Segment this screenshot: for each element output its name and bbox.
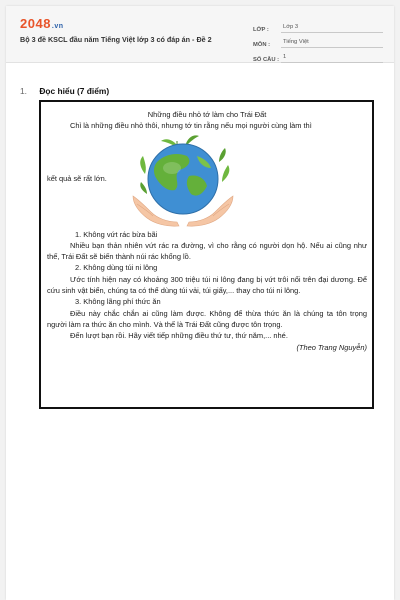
item-3-body: Điều này chắc chắn ai cũng làm được. Không để thừa thức ăn là chúng ta tôn trọng người làm ra thức ăn cho mình. Và thế là Trái Đất cũng được tôn trọng. [47, 308, 367, 329]
meta-row-subject [253, 33, 383, 48]
item-1-body: Nhiều bạn thản nhiên vứt rác ra đường, vì cho rằng có người dọn hộ. Nếu ai cũng như thế, Trái Đất sẽ biến thành núi rác khổng lồ. [47, 240, 367, 262]
item-2-body: Ước tính hiện nay có khoảng 300 triệu túi ni lông đang bị vứt trôi nổi trên đại dương. Để cứu sinh vật biển, chúng ta có thể dùng túi vải, túi giấy,... thay cho túi ni lông. [47, 274, 367, 296]
meta-value: Tiếng Việt [281, 39, 383, 48]
passage-intro-end: kết quả sẽ rất lớn. [47, 173, 107, 183]
site-logo[interactable] [20, 16, 64, 31]
document-page [6, 6, 394, 600]
item-2-title: 2. Không dùng túi ni lông [75, 263, 158, 273]
reading-passage-box [39, 100, 374, 409]
meta-value: 1 [281, 54, 383, 63]
section-heading [20, 86, 109, 96]
passage-closing: Đến lượt bạn rồi. Hãy viết tiếp những điều thứ tư, thứ năm,... nhé. [70, 331, 288, 341]
section-title: Đọc hiểu (7 điểm) [39, 86, 110, 96]
section-number: 1. [20, 86, 27, 96]
meta-row-class [253, 18, 383, 33]
meta-label: SỐ CÂU : [253, 57, 280, 63]
meta-row-question-count [253, 48, 383, 63]
logo-number: 2048 [20, 16, 51, 31]
item-3-title: 3. Không lãng phí thức ăn [75, 297, 161, 307]
passage-credit: (Theo Trang Nguyễn) [296, 342, 367, 352]
passage-title: Những điều nhỏ tớ làm cho Trái Đất [147, 110, 267, 119]
meta-label: LỚP : [253, 27, 269, 33]
document-title: Bộ 3 đề KSCL đầu năm Tiếng Việt lớp 3 có đáp án - Đề 2 [20, 35, 212, 44]
logo-domain: .vn [51, 23, 64, 30]
image-row [47, 132, 367, 229]
item-1-title: 1. Không vứt rác bừa bãi [75, 229, 158, 239]
meta-value: Lớp 3 [281, 24, 383, 33]
globe-in-hands-icon [127, 132, 239, 229]
page-header [6, 6, 394, 63]
meta-label: MÔN : [253, 42, 271, 48]
passage-intro: Chỉ là những điều nhỏ thôi, nhưng tớ tin rằng nếu mọi người cùng làm thì [70, 121, 312, 131]
meta-fields [253, 18, 383, 63]
